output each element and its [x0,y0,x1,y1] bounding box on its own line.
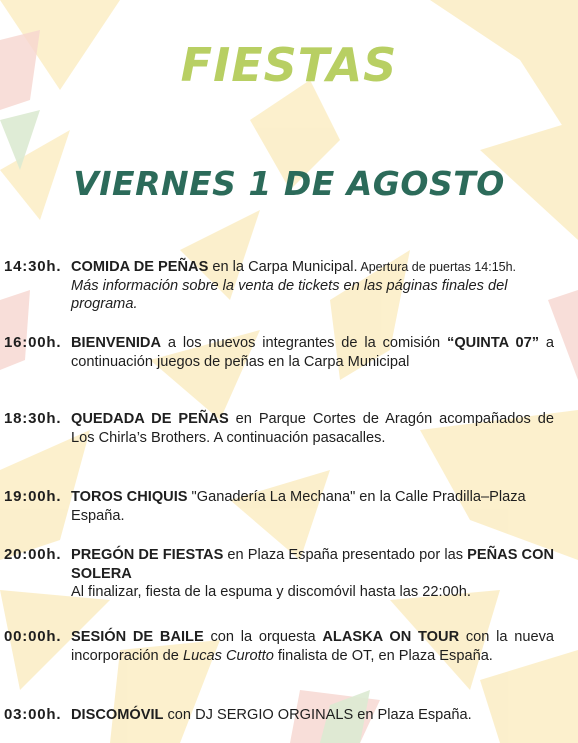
event-name: PREGÓN DE FIESTAS [71,547,224,563]
event-time: 00:00h. [4,628,62,645]
event-text: con la nueva incorporación de [71,629,554,664]
event-text: "Ganadería La Mechana" en la Calle Pradilla–Plaza España. [71,489,526,524]
event-note: Apertura de puertas 14:15h. [357,260,517,274]
event-info: Más información sobre la venta de tickets en las páginas finales del programa. [71,277,508,313]
event-time: 20:00h. [4,546,62,563]
event-description [71,628,554,665]
event-text: en Parque Cortes de Aragón acompañados de Los Chirla’s Brothers. A continuación pasacalles. [71,411,554,446]
event-text: a los nuevos integrantes de la comisión [161,335,448,351]
event-highlight: “QUINTA 07” [447,335,540,351]
event-description [71,334,554,371]
event-name: SESIÓN DE BAILE [71,629,204,645]
event-item [0,410,578,488]
event-time: 14:30h. [4,258,62,275]
event-description [71,546,554,602]
event-item [0,334,578,410]
event-text: con DJ SERGIO ORGINALS en Plaza España. [163,707,472,723]
event-highlight: PEÑAS CON SOLERA [71,547,554,582]
event-description [71,258,554,314]
event-description [71,410,554,447]
event-text: con la orquesta [203,629,323,645]
event-description [71,488,554,525]
event-schedule [0,258,578,730]
event-time: 03:00h. [4,706,62,723]
event-name: DISCOMÓVIL [71,707,164,723]
event-artist: Lucas Curotto [182,647,274,664]
event-time: 16:00h. [4,334,62,351]
event-name: COMIDA DE PEÑAS [71,259,209,275]
page-title: FIESTAS [180,38,398,92]
event-description [71,706,554,725]
event-text: en la Carpa Municipal. [208,259,358,275]
event-text: Al finalizar, fiesta de la espuma y discomóvil hasta las 22:00h. [71,584,471,601]
event-text: finalista de OT, en Plaza España. [273,647,493,664]
event-item [0,258,578,334]
event-highlight: ALASKA ON TOUR [322,629,460,645]
event-text: a continuación juegos de peñas en la Carpa Municipal [71,335,554,370]
event-item [0,546,578,628]
date-heading: VIERNES 1 DE AGOSTO [73,164,505,203]
event-name: BIENVENIDA [71,335,162,351]
event-name: TOROS CHIQUIS [71,489,188,505]
event-item [0,488,578,546]
event-time: 18:30h. [4,410,62,427]
event-item [0,706,578,730]
event-name: QUEDADA DE PEÑAS [71,411,229,427]
event-item [0,628,578,706]
event-time: 19:00h. [4,488,62,505]
event-text: en Plaza España presentado por las [223,547,468,563]
